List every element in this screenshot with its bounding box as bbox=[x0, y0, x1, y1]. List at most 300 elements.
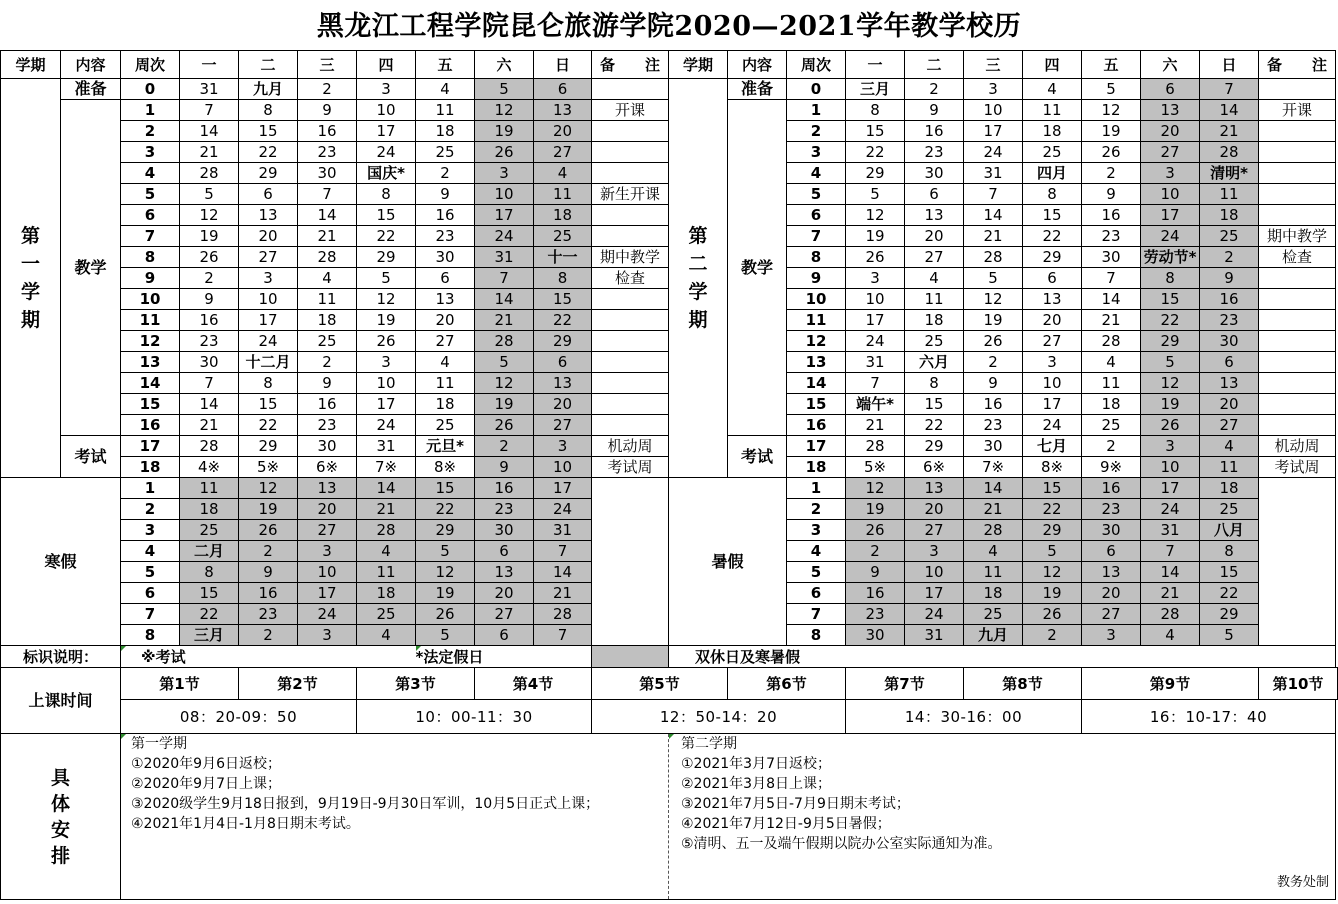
day-cell: 7※ bbox=[357, 457, 416, 478]
header-content: 内容 bbox=[61, 51, 121, 79]
day-cell: 15 bbox=[1141, 289, 1200, 310]
vacation-day-cell: 31 bbox=[1141, 520, 1200, 541]
day-cell: 2 bbox=[475, 436, 534, 457]
vacation-day-cell: 9 bbox=[846, 562, 905, 583]
vacation-day-cell: 29 bbox=[1023, 520, 1082, 541]
week-number: 11 bbox=[121, 310, 180, 331]
week-number: 7 bbox=[121, 226, 180, 247]
day-cell: 24 bbox=[475, 226, 534, 247]
vacation-day-cell: 26 bbox=[239, 520, 298, 541]
day-cell: 12 bbox=[180, 205, 239, 226]
day-cell: 6 bbox=[905, 184, 964, 205]
note-cell bbox=[592, 352, 669, 373]
week-number: 14 bbox=[121, 373, 180, 394]
day-cell: 26 bbox=[475, 415, 534, 436]
vacation-day-cell: 30 bbox=[475, 520, 534, 541]
day-cell: 27 bbox=[1141, 142, 1200, 163]
day-cell: 31 bbox=[475, 247, 534, 268]
week-number: 15 bbox=[121, 394, 180, 415]
day-cell: 8 bbox=[1023, 184, 1082, 205]
week-number: 5 bbox=[787, 184, 846, 205]
note-cell bbox=[592, 226, 669, 247]
vacation-week-number: 5 bbox=[121, 562, 180, 583]
day-cell: 23 bbox=[1200, 310, 1259, 331]
day-cell: 21 bbox=[1082, 310, 1141, 331]
day-cell: 18 bbox=[298, 310, 357, 331]
week-number: 13 bbox=[787, 352, 846, 373]
vacation-day-cell: 15 bbox=[180, 583, 239, 604]
day-cell: 5 bbox=[357, 268, 416, 289]
day-cell: 8※ bbox=[416, 457, 475, 478]
day-cell: 22 bbox=[1141, 310, 1200, 331]
vacation-label: 寒假 bbox=[1, 478, 121, 646]
exam-label: 考试 bbox=[61, 436, 121, 478]
time-slot: 12：50-14：20 bbox=[592, 700, 846, 734]
day-cell: 23 bbox=[180, 331, 239, 352]
day-cell: 2 bbox=[298, 79, 357, 100]
day-cell: 15 bbox=[357, 205, 416, 226]
day-cell: 14 bbox=[180, 394, 239, 415]
day-cell: 25 bbox=[416, 415, 475, 436]
vacation-day-cell: 5 bbox=[1200, 625, 1259, 646]
day-cell: 24 bbox=[964, 142, 1023, 163]
day-cell: 17 bbox=[1141, 205, 1200, 226]
day-cell: 8※ bbox=[1023, 457, 1082, 478]
vacation-day-cell: 3 bbox=[298, 541, 357, 562]
day-cell: 14 bbox=[964, 205, 1023, 226]
arrangement-item: ③2020级学生9月18日报到，9月19日-9月30日军训，10月5日正式上课； bbox=[131, 796, 600, 812]
period-label: 第7节 bbox=[846, 668, 964, 700]
day-cell: 14 bbox=[180, 121, 239, 142]
day-cell: 13 bbox=[1023, 289, 1082, 310]
note-cell: 检查 bbox=[592, 268, 669, 289]
vacation-day-cell: 19 bbox=[1023, 583, 1082, 604]
vacation-label: 暑假 bbox=[669, 478, 787, 646]
teach-label: 教学 bbox=[728, 100, 787, 436]
day-cell: 21 bbox=[475, 310, 534, 331]
time-slot: 08：20-09：50 bbox=[121, 700, 357, 734]
vacation-day-cell: 21 bbox=[357, 499, 416, 520]
vacation-day-cell: 16 bbox=[846, 583, 905, 604]
week-number: 3 bbox=[121, 142, 180, 163]
day-cell: 13 bbox=[239, 205, 298, 226]
day-cell: 2 bbox=[180, 268, 239, 289]
day-cell: 5※ bbox=[239, 457, 298, 478]
day-cell: 17 bbox=[357, 394, 416, 415]
day-cell: 2 bbox=[964, 352, 1023, 373]
day-cell: 5 bbox=[1082, 79, 1141, 100]
day-cell: 8 bbox=[534, 268, 592, 289]
arrangement-item: ④2021年7月12日-9月5日暑假； bbox=[681, 816, 891, 832]
day-cell: 24 bbox=[357, 415, 416, 436]
period-label: 第10节 bbox=[1259, 668, 1338, 700]
note-cell bbox=[592, 205, 669, 226]
week-number: 6 bbox=[787, 205, 846, 226]
day-cell: 11 bbox=[298, 289, 357, 310]
day-cell: 11 bbox=[416, 100, 475, 121]
vacation-day-cell: 10 bbox=[905, 562, 964, 583]
day-cell: 端午* bbox=[846, 394, 905, 415]
day-cell: 16 bbox=[1200, 289, 1259, 310]
time-slot: 16：10-17：40 bbox=[1082, 700, 1336, 734]
page-title: 黑龙江工程学院昆仑旅游学院2020—2021学年教学校历 bbox=[316, 11, 1022, 42]
day-cell: 8 bbox=[239, 100, 298, 121]
legend-weekend-swatch bbox=[592, 646, 669, 668]
day-cell: 六月 bbox=[905, 352, 964, 373]
header-term: 学期 bbox=[669, 51, 728, 79]
week-number: 6 bbox=[121, 205, 180, 226]
day-cell: 21 bbox=[180, 415, 239, 436]
week-number: 15 bbox=[787, 394, 846, 415]
day-cell: 26 bbox=[1141, 415, 1200, 436]
day-cell: 27 bbox=[416, 331, 475, 352]
week-number: 16 bbox=[121, 415, 180, 436]
day-cell: 9 bbox=[298, 373, 357, 394]
day-cell: 12 bbox=[475, 100, 534, 121]
day-cell: 16 bbox=[298, 121, 357, 142]
day-cell: 12 bbox=[1141, 373, 1200, 394]
week-number: 9 bbox=[787, 268, 846, 289]
note-cell: 期中教学 bbox=[1259, 226, 1336, 247]
vacation-day-cell: 6 bbox=[475, 625, 534, 646]
day-cell: 24 bbox=[239, 331, 298, 352]
day-cell: 5※ bbox=[846, 457, 905, 478]
day-cell: 7 bbox=[964, 184, 1023, 205]
arrangement-term1 bbox=[121, 734, 669, 900]
day-cell: 14 bbox=[1082, 289, 1141, 310]
vacation-day-cell: 7 bbox=[534, 541, 592, 562]
teach-label: 教学 bbox=[61, 100, 121, 436]
day-cell: 5 bbox=[846, 184, 905, 205]
day-cell: 5 bbox=[475, 79, 534, 100]
day-cell: 8 bbox=[846, 100, 905, 121]
day-cell: 5 bbox=[180, 184, 239, 205]
vacation-day-cell: 23 bbox=[1082, 499, 1141, 520]
week-number: 14 bbox=[787, 373, 846, 394]
vacation-day-cell: 21 bbox=[964, 499, 1023, 520]
vacation-day-cell: 13 bbox=[1082, 562, 1141, 583]
legend-holiday: *法定假日 bbox=[416, 646, 592, 668]
day-cell: 24 bbox=[846, 331, 905, 352]
day-cell: 18 bbox=[416, 394, 475, 415]
day-cell: 24 bbox=[1023, 415, 1082, 436]
vacation-day-cell: 30 bbox=[846, 625, 905, 646]
day-cell: 18 bbox=[416, 121, 475, 142]
vacation-day-cell: 25 bbox=[1200, 499, 1259, 520]
week-number: 0 bbox=[121, 79, 180, 100]
day-cell: 19 bbox=[475, 121, 534, 142]
vacation-day-cell: 26 bbox=[1023, 604, 1082, 625]
vacation-day-cell: 5 bbox=[416, 541, 475, 562]
day-cell: 10 bbox=[357, 373, 416, 394]
day-cell: 17 bbox=[475, 205, 534, 226]
day-cell: 22 bbox=[846, 142, 905, 163]
day-cell: 三月 bbox=[846, 79, 905, 100]
day-cell: 15 bbox=[846, 121, 905, 142]
day-cell: 十一 bbox=[534, 247, 592, 268]
day-cell: 29 bbox=[905, 436, 964, 457]
note-cell: 机动周 bbox=[1259, 436, 1336, 457]
vacation-note-cell bbox=[1259, 478, 1336, 646]
term-name-char: 学 bbox=[20, 281, 40, 303]
vacation-day-cell: 25 bbox=[357, 604, 416, 625]
vacation-day-cell: 4 bbox=[964, 541, 1023, 562]
vacation-day-cell: 22 bbox=[416, 499, 475, 520]
note-cell bbox=[1259, 205, 1336, 226]
vacation-day-cell: 28 bbox=[964, 520, 1023, 541]
day-cell: 11 bbox=[1200, 184, 1259, 205]
day-cell: 2 bbox=[416, 163, 475, 184]
vacation-day-cell: 22 bbox=[1023, 499, 1082, 520]
arrangement-item: ②2021年3月8日上课； bbox=[681, 776, 831, 792]
arrangement-item: 第一学期 bbox=[131, 736, 187, 752]
note-cell bbox=[592, 394, 669, 415]
arrangement-item: ②2020年9月7日上课； bbox=[131, 776, 281, 792]
day-cell: 26 bbox=[846, 247, 905, 268]
day-cell: 6※ bbox=[298, 457, 357, 478]
day-cell: 7 bbox=[846, 373, 905, 394]
day-cell: 19 bbox=[475, 394, 534, 415]
vacation-day-cell: 19 bbox=[416, 583, 475, 604]
day-cell: 6 bbox=[534, 79, 592, 100]
day-cell: 20 bbox=[905, 226, 964, 247]
legend-weekend: 双休日及寒暑假 bbox=[669, 646, 1336, 668]
day-cell: 11 bbox=[1082, 373, 1141, 394]
day-cell: 19 bbox=[1082, 121, 1141, 142]
week-number: 13 bbox=[121, 352, 180, 373]
term-name bbox=[1, 79, 61, 478]
day-cell: 21 bbox=[846, 415, 905, 436]
day-cell: 30 bbox=[298, 436, 357, 457]
term-name-char: 第 bbox=[688, 225, 708, 247]
day-cell: 31 bbox=[846, 352, 905, 373]
day-cell: 17 bbox=[1023, 394, 1082, 415]
vacation-week-number: 6 bbox=[787, 583, 846, 604]
note-cell bbox=[1259, 268, 1336, 289]
vacation-day-cell: 26 bbox=[846, 520, 905, 541]
vacation-day-cell: 14 bbox=[357, 478, 416, 499]
day-cell: 13 bbox=[534, 373, 592, 394]
day-cell: 19 bbox=[964, 310, 1023, 331]
legend-exam: ※考试 bbox=[121, 646, 416, 668]
vacation-day-cell: 28 bbox=[1141, 604, 1200, 625]
day-cell: 20 bbox=[534, 121, 592, 142]
day-cell: 国庆* bbox=[357, 163, 416, 184]
day-cell: 10 bbox=[1023, 373, 1082, 394]
note-cell bbox=[592, 79, 669, 100]
day-cell: 10 bbox=[475, 184, 534, 205]
day-cell: 14 bbox=[298, 205, 357, 226]
day-cell: 15 bbox=[239, 394, 298, 415]
week-number: 5 bbox=[121, 184, 180, 205]
note-cell bbox=[592, 163, 669, 184]
exam-label: 考试 bbox=[728, 436, 787, 478]
vacation-day-cell: 19 bbox=[239, 499, 298, 520]
vacation-day-cell: 2 bbox=[239, 625, 298, 646]
day-cell: 2 bbox=[1200, 247, 1259, 268]
note-cell bbox=[592, 373, 669, 394]
note-cell bbox=[1259, 310, 1336, 331]
vacation-day-cell: 4 bbox=[357, 541, 416, 562]
day-cell: 20 bbox=[1023, 310, 1082, 331]
day-cell: 3 bbox=[1023, 352, 1082, 373]
vacation-day-cell: 18 bbox=[1200, 478, 1259, 499]
term-name-char: 期 bbox=[688, 309, 708, 331]
day-cell: 11 bbox=[1200, 457, 1259, 478]
day-cell: 13 bbox=[1200, 373, 1259, 394]
day-cell: 18 bbox=[905, 310, 964, 331]
week-number: 4 bbox=[787, 163, 846, 184]
arrangement-item: ⑤清明、五一及端午假期以院办公室实际通知为准。 bbox=[681, 836, 1002, 852]
day-cell: 8 bbox=[905, 373, 964, 394]
day-cell: 30 bbox=[964, 436, 1023, 457]
vacation-day-cell: 17 bbox=[298, 583, 357, 604]
day-cell: 22 bbox=[239, 142, 298, 163]
note-cell bbox=[1259, 121, 1336, 142]
note-cell bbox=[592, 331, 669, 352]
vacation-day-cell: 5 bbox=[1023, 541, 1082, 562]
period-label: 第1节 bbox=[121, 668, 239, 700]
arrangement-term2 bbox=[669, 734, 1336, 900]
day-cell: 23 bbox=[964, 415, 1023, 436]
day-cell: 12 bbox=[475, 373, 534, 394]
day-cell: 16 bbox=[298, 394, 357, 415]
arrangement-item: ①2021年3月7日返校； bbox=[681, 756, 831, 772]
vacation-week-number: 7 bbox=[787, 604, 846, 625]
day-cell: 2 bbox=[905, 79, 964, 100]
vacation-day-cell: 16 bbox=[239, 583, 298, 604]
vacation-day-cell: 2 bbox=[846, 541, 905, 562]
day-cell: 17 bbox=[239, 310, 298, 331]
vacation-week-number: 8 bbox=[121, 625, 180, 646]
vacation-day-cell: 14 bbox=[1141, 562, 1200, 583]
header-day: 三 bbox=[298, 51, 357, 79]
week-number: 9 bbox=[121, 268, 180, 289]
day-cell: 13 bbox=[534, 100, 592, 121]
note-cell bbox=[1259, 394, 1336, 415]
day-cell: 3 bbox=[1141, 163, 1200, 184]
vacation-day-cell: 13 bbox=[475, 562, 534, 583]
day-cell: 劳动节* bbox=[1141, 247, 1200, 268]
vacation-week-number: 7 bbox=[121, 604, 180, 625]
header-day: 一 bbox=[180, 51, 239, 79]
week-number: 10 bbox=[787, 289, 846, 310]
day-cell: 4 bbox=[534, 163, 592, 184]
header-day: 一 bbox=[846, 51, 905, 79]
vacation-day-cell: 15 bbox=[416, 478, 475, 499]
day-cell: 20 bbox=[239, 226, 298, 247]
day-cell: 9 bbox=[180, 289, 239, 310]
note-cell: 考试周 bbox=[592, 457, 669, 478]
day-cell: 30 bbox=[905, 163, 964, 184]
vacation-week-number: 3 bbox=[787, 520, 846, 541]
day-cell: 27 bbox=[239, 247, 298, 268]
week-number: 2 bbox=[787, 121, 846, 142]
header-day: 六 bbox=[475, 51, 534, 79]
day-cell: 21 bbox=[298, 226, 357, 247]
vacation-day-cell: 17 bbox=[905, 583, 964, 604]
prep-label: 准备 bbox=[728, 79, 787, 100]
week-number: 3 bbox=[787, 142, 846, 163]
vacation-day-cell: 24 bbox=[298, 604, 357, 625]
vacation-day-cell: 7 bbox=[534, 625, 592, 646]
day-cell: 16 bbox=[1082, 205, 1141, 226]
day-cell: 2 bbox=[1082, 436, 1141, 457]
arrangement-item: ④2021年1月4日-1月8日期末考试。 bbox=[131, 816, 360, 832]
day-cell: 7 bbox=[180, 373, 239, 394]
note-cell: 机动周 bbox=[592, 436, 669, 457]
day-cell: 4 bbox=[416, 79, 475, 100]
day-cell: 30 bbox=[1082, 247, 1141, 268]
vacation-day-cell: 12 bbox=[846, 478, 905, 499]
day-cell: 19 bbox=[1141, 394, 1200, 415]
vacation-day-cell: 11 bbox=[180, 478, 239, 499]
vacation-day-cell: 17 bbox=[534, 478, 592, 499]
vacation-day-cell: 12 bbox=[416, 562, 475, 583]
week-number: 18 bbox=[121, 457, 180, 478]
vacation-day-cell: 3 bbox=[1082, 625, 1141, 646]
day-cell: 27 bbox=[1200, 415, 1259, 436]
day-cell: 9 bbox=[1200, 268, 1259, 289]
day-cell: 13 bbox=[1141, 100, 1200, 121]
note-cell bbox=[1259, 289, 1336, 310]
period-label: 第4节 bbox=[475, 668, 592, 700]
day-cell: 24 bbox=[1141, 226, 1200, 247]
vacation-week-number: 4 bbox=[121, 541, 180, 562]
day-cell: 31 bbox=[964, 163, 1023, 184]
term-name bbox=[669, 79, 728, 478]
day-cell: 11 bbox=[416, 373, 475, 394]
period-label: 第8节 bbox=[964, 668, 1082, 700]
day-cell: 17 bbox=[964, 121, 1023, 142]
vacation-day-cell: 15 bbox=[1200, 562, 1259, 583]
vacation-day-cell: 27 bbox=[298, 520, 357, 541]
day-cell: 清明* bbox=[1200, 163, 1259, 184]
note-cell bbox=[592, 310, 669, 331]
vacation-day-cell: 8 bbox=[180, 562, 239, 583]
week-number: 8 bbox=[121, 247, 180, 268]
calendar-table bbox=[0, 50, 1338, 900]
week-number: 8 bbox=[787, 247, 846, 268]
vacation-day-cell: 13 bbox=[905, 478, 964, 499]
vacation-day-cell: 14 bbox=[964, 478, 1023, 499]
note-cell: 开课 bbox=[1259, 100, 1336, 121]
vacation-day-cell: 27 bbox=[475, 604, 534, 625]
arrangement-label-char: 具 bbox=[50, 766, 70, 789]
vacation-day-cell: 18 bbox=[357, 583, 416, 604]
day-cell: 25 bbox=[905, 331, 964, 352]
vacation-day-cell: 31 bbox=[905, 625, 964, 646]
header-day: 六 bbox=[1141, 51, 1200, 79]
day-cell: 6※ bbox=[905, 457, 964, 478]
day-cell: 8 bbox=[239, 373, 298, 394]
vacation-day-cell: 7 bbox=[1141, 541, 1200, 562]
arrangement-label bbox=[1, 734, 121, 900]
day-cell: 21 bbox=[964, 226, 1023, 247]
vacation-day-cell: 11 bbox=[964, 562, 1023, 583]
week-number: 1 bbox=[787, 100, 846, 121]
prep-label: 准备 bbox=[61, 79, 121, 100]
header-day: 三 bbox=[964, 51, 1023, 79]
vacation-day-cell: 28 bbox=[357, 520, 416, 541]
day-cell: 10 bbox=[964, 100, 1023, 121]
vacation-day-cell: 20 bbox=[1082, 583, 1141, 604]
day-cell: 30 bbox=[416, 247, 475, 268]
vacation-week-number: 1 bbox=[787, 478, 846, 499]
vacation-day-cell: 22 bbox=[180, 604, 239, 625]
header-week: 周次 bbox=[787, 51, 846, 79]
period-label: 第2节 bbox=[239, 668, 357, 700]
